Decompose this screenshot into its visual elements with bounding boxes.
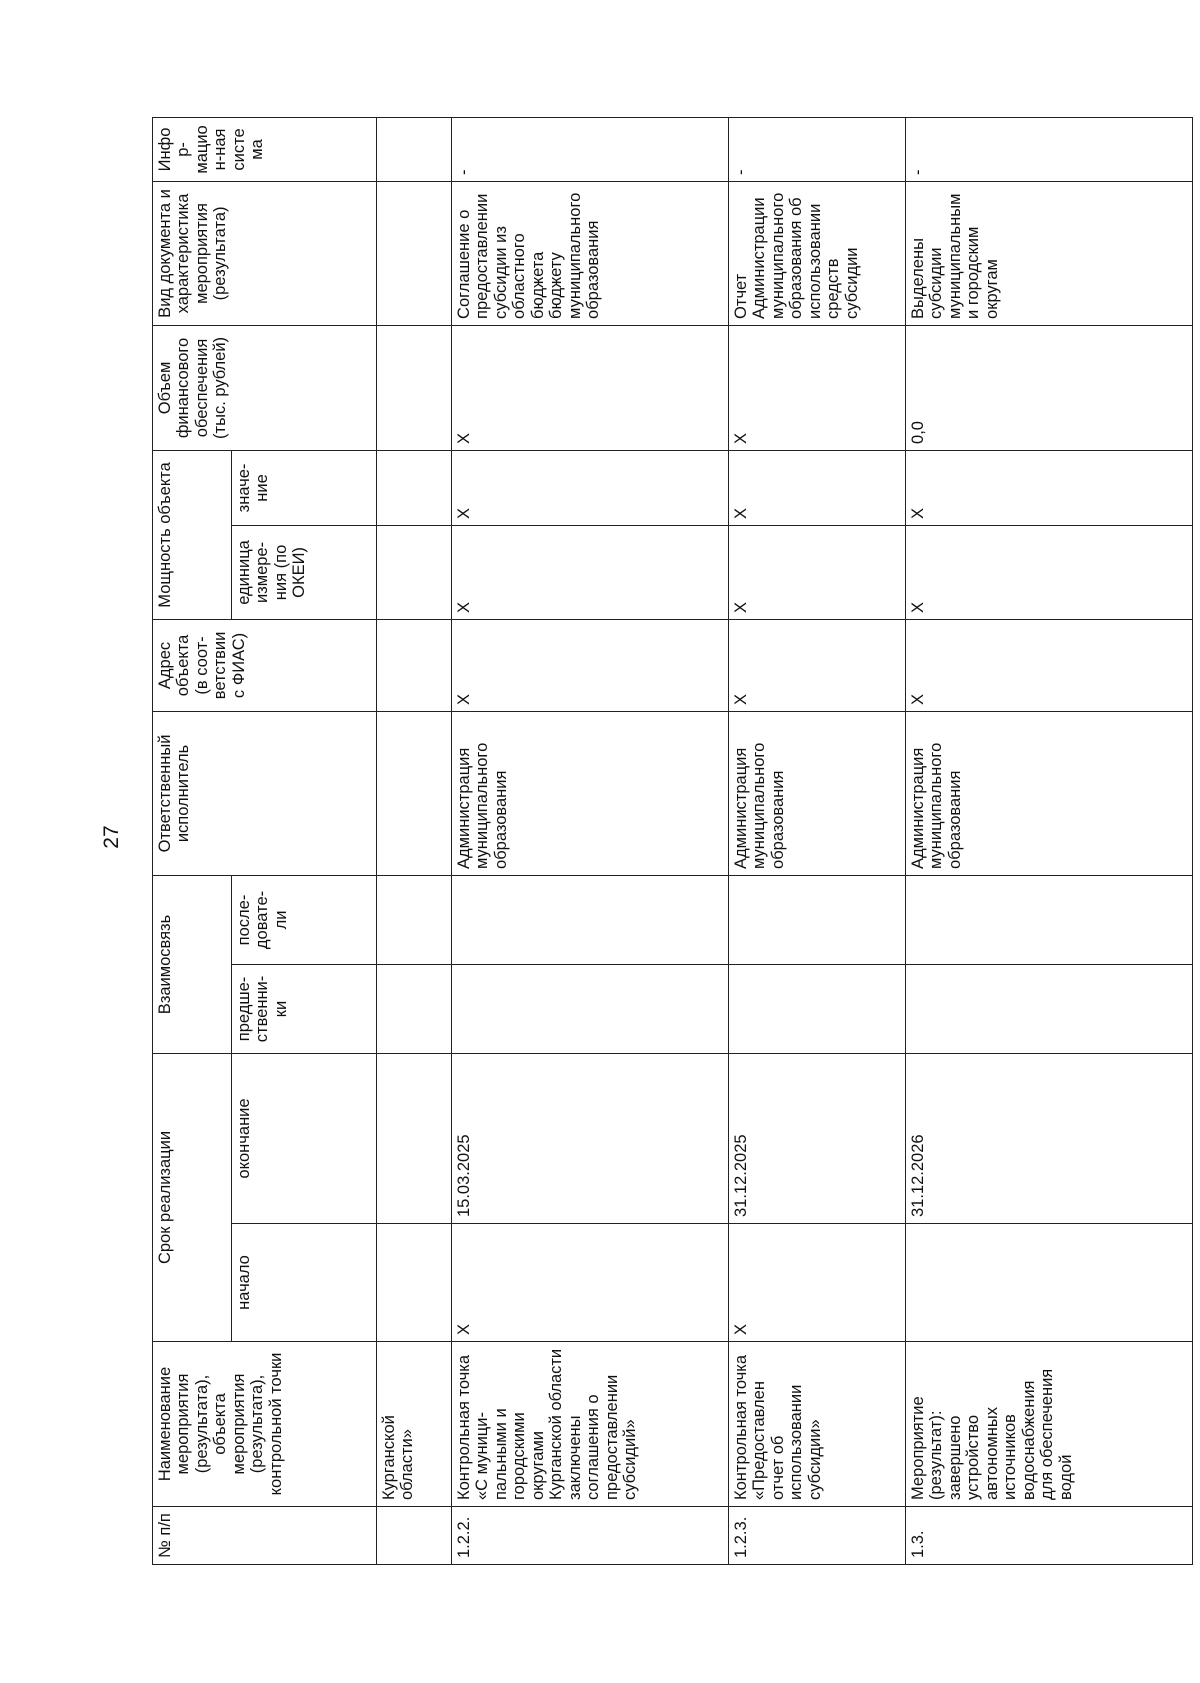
header-finance: Объем финансового обеспечения (тыс. рублей): [153, 325, 377, 450]
cell-document: Выделены субсидии муниципальным и городским округам: [906, 181, 1193, 325]
header-capacity-value: значе-ние: [232, 450, 377, 525]
cell-prev: [906, 964, 1193, 1053]
cell-responsible: Администрация муниципального образования: [906, 711, 1193, 875]
header-responsible: Ответственный исполнитель: [153, 711, 377, 875]
plan-table: [152, 117, 1193, 1565]
header-period-start: начало: [232, 1224, 377, 1342]
cell-name: Контрольная точка «С муници-пальными и городскими округами Курганской области заключены соглашения о предоставлении субсидий»: [452, 1342, 729, 1507]
header-capacity-unit: единица измере-ния (по ОКЕИ): [232, 525, 377, 619]
cell-value: Х: [906, 450, 1193, 525]
cell-document: Отчет Администрации муниципального образования об использовании средств субсидии: [729, 181, 906, 325]
table-row: [452, 117, 729, 1564]
header-info-system: Инфор-мацион-ная система: [153, 117, 377, 181]
cell-name: Мероприятие (результат): завершено устройство автономных источников водоснабжения для обеспечения водой: [906, 1342, 1193, 1507]
cell-finance: Х: [452, 325, 729, 450]
cell-start: Х: [729, 1224, 906, 1342]
cell-value: [377, 450, 452, 525]
cell-end: 15.03.2025: [452, 1053, 729, 1223]
cell-next: [452, 875, 729, 964]
cell-next: [729, 875, 906, 964]
cell-prev: [729, 964, 906, 1053]
cell-next: [906, 875, 1193, 964]
cell-name: Курганской области»: [377, 1342, 452, 1507]
cell-value: Х: [729, 450, 906, 525]
cell-info-system: -: [729, 117, 906, 181]
rotated-table-wrapper: [152, 117, 1193, 1565]
cell-start: [377, 1224, 452, 1342]
table-row: [377, 117, 452, 1564]
cell-unit: Х: [906, 525, 1193, 619]
table-row: [906, 117, 1193, 1564]
cell-info-system: -: [452, 117, 729, 181]
cell-end: 31.12.2025: [729, 1053, 906, 1223]
cell-prev: [377, 964, 452, 1053]
page-number: 27: [100, 825, 123, 849]
cell-address: [377, 619, 452, 711]
header-relation-next: после-довате-ли: [232, 875, 377, 964]
cell-num: 1.2.3.: [729, 1507, 906, 1565]
cell-document: [377, 181, 452, 325]
cell-responsible: [377, 711, 452, 875]
cell-finance: 0,0: [906, 325, 1193, 450]
header-relation-prev: предше-ственни-ки: [232, 964, 377, 1053]
cell-address: Х: [906, 619, 1193, 711]
cell-address: Х: [452, 619, 729, 711]
cell-value: Х: [452, 450, 729, 525]
header-document: Вид документа и характеристика мероприятия (результата): [153, 181, 377, 325]
cell-document: Соглашение о предоставлении субсидии из областного бюджета бюджету муниципального образования: [452, 181, 729, 325]
header-num: № п/п: [153, 1507, 377, 1565]
header-relation: Взаимосвязь: [153, 875, 232, 1053]
cell-finance: [377, 325, 452, 450]
header-address: Адрес объекта (в соот-ветствии с ФИАС): [153, 619, 377, 711]
cell-responsible: Администрация муниципального образования: [452, 711, 729, 875]
cell-address: Х: [729, 619, 906, 711]
cell-finance: Х: [729, 325, 906, 450]
cell-num: [377, 1507, 452, 1565]
header-name: Наименование мероприятия (результата), объекта мероприятия (результата), контрольной точки: [153, 1342, 377, 1507]
cell-name: Контрольная точка «Предоставлен отчет об использовании субсидии»: [729, 1342, 906, 1507]
cell-start: Х: [452, 1224, 729, 1342]
header-period: Срок реализации: [153, 1053, 232, 1341]
header-period-end: окончание: [232, 1053, 377, 1223]
cell-responsible: Администрация муниципального образования: [729, 711, 906, 875]
cell-unit: [377, 525, 452, 619]
cell-num: 1.2.2.: [452, 1507, 729, 1565]
cell-info-system: -: [906, 117, 1193, 181]
cell-start: [906, 1224, 1193, 1342]
cell-end: [377, 1053, 452, 1223]
cell-unit: Х: [729, 525, 906, 619]
cell-unit: Х: [452, 525, 729, 619]
header-capacity: Мощность объекта: [153, 450, 232, 619]
cell-num: 1.3.: [906, 1507, 1193, 1565]
table-row: [729, 117, 906, 1564]
cell-end: 31.12.2026: [906, 1053, 1193, 1223]
cell-prev: [452, 964, 729, 1053]
cell-next: [377, 875, 452, 964]
cell-info-system: [377, 117, 452, 181]
